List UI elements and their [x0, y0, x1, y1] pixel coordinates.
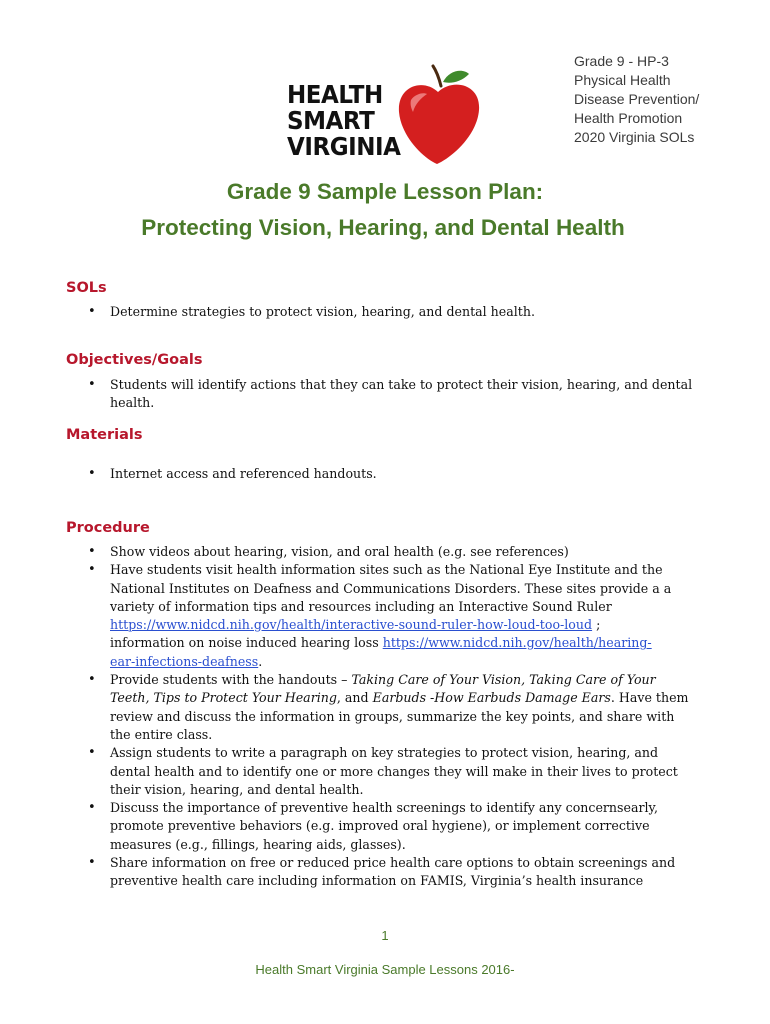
- list-item-text: variety of information tips and resources including an Interactive Sound Ruler: [110, 598, 612, 614]
- logo-line-smart: SMART: [287, 106, 375, 135]
- hearing-link[interactable]: https://www.nidcd.nih.gov/health/hearing-: [382, 635, 652, 651]
- list-item-text: • Show videos about hearing, vision, and oral health (e.g. see references): [110, 544, 569, 559]
- apple-icon: [393, 64, 483, 166]
- header-line: Grade 9 - HP-3: [574, 53, 669, 69]
- list-item-text: • Discuss the importance of preventive health screenings to identify any concernsearly,: [110, 800, 658, 816]
- handout-title: Taking Care of Your Vision, Taking Care of Your: [351, 672, 656, 688]
- page-title-line-2: Protecting Vision, Hearing, and Dental Health: [141, 215, 625, 240]
- header-line: Health Promotion: [574, 110, 683, 126]
- list-item-text: • Internet access and referenced handouts.: [110, 466, 377, 481]
- page-footer: Health Smart Virginia Sample Lessons 2016-: [255, 962, 515, 977]
- list-item-text: dental health and to identify one or more changes they will make in their lives to protect: [110, 763, 678, 779]
- header-line: Disease Prevention/: [574, 91, 700, 107]
- logo-line-virginia: VIRGINIA: [287, 132, 401, 161]
- procedure-list: [88, 543, 688, 891]
- objectives-list: [88, 376, 693, 413]
- list-item-text: • Have students visit health information sites such as the National Eye Institute and the: [110, 562, 663, 578]
- list-item-line: [110, 653, 688, 671]
- list-item: [88, 376, 693, 413]
- list-item: [88, 854, 688, 891]
- list-item: [88, 671, 688, 744]
- grade-sol-info: [574, 52, 699, 147]
- page-number: 1: [381, 928, 389, 943]
- logo-wordmark: [287, 82, 400, 160]
- sols-list: [88, 303, 688, 321]
- list-item-text: the entire class.: [110, 726, 213, 742]
- list-item-line: [110, 616, 688, 634]
- list-item: [88, 543, 688, 561]
- text-fragment: Provide students with the handouts –: [110, 672, 352, 688]
- health-smart-virginia-logo: [287, 64, 482, 166]
- list-item: [88, 561, 688, 671]
- list-item-text: review and discuss the information in groups, summarize the key points, and share with: [110, 708, 675, 724]
- text-fragment: . Have them: [610, 690, 689, 706]
- materials-list: [88, 465, 688, 483]
- list-item-text: National Institutes on Deafness and Communications Disorders. These sites provide a a: [110, 580, 672, 596]
- text-fragment: .: [258, 653, 263, 669]
- handout-title: Teeth, Tips to Protect Your Hearing: [110, 690, 337, 706]
- list-item: [88, 303, 688, 321]
- header-line: 2020 Virginia SOLs: [574, 129, 695, 145]
- sound-ruler-link[interactable]: https://www.nidcd.nih.gov/health/interactive-sound-ruler-how-loud-too-loud: [110, 617, 593, 633]
- list-item: [88, 465, 688, 483]
- list-item: [88, 799, 688, 854]
- sols-heading: SOLs: [66, 280, 107, 296]
- text-fragment: ;: [592, 617, 601, 633]
- procedure-heading: Procedure: [66, 520, 150, 536]
- text-fragment: information on noise induced hearing loss: [110, 635, 383, 651]
- list-item: [88, 744, 688, 799]
- text-fragment: , and: [336, 690, 373, 706]
- logo-line-health: HEALTH: [287, 80, 383, 109]
- list-item-text: promote preventive behaviors (e.g. improved oral hygiene), or implement corrective: [110, 818, 650, 834]
- handout-title: Earbuds -How Earbuds Damage Ears: [372, 690, 611, 706]
- header-line: Physical Health: [574, 72, 671, 88]
- list-item-line: [110, 689, 688, 707]
- page-title-line-1: Grade 9 Sample Lesson Plan:: [226, 179, 544, 204]
- materials-heading: Materials: [66, 427, 143, 443]
- list-item-text: • Share information on free or reduced price health care options to obtain screenings and: [110, 855, 676, 871]
- list-item-text: measures (e.g., fillings, hearing aids, glasses).: [110, 836, 406, 852]
- list-item-line: [110, 634, 688, 652]
- hearing-link-continued[interactable]: ear-infections-deafness: [110, 653, 259, 669]
- list-item-text: health.: [110, 395, 155, 411]
- list-item-text: • Determine strategies to protect vision, hearing, and dental health.: [110, 304, 535, 319]
- list-item-text: • Assign students to write a paragraph on key strategies to protect vision, hearing, and: [110, 745, 659, 761]
- list-item-text: preventive health care including information on FAMIS, Virginia’s health insurance: [110, 873, 644, 889]
- list-item-text: • Students will identify actions that they can take to protect their vision, hearing, and dental: [110, 377, 693, 392]
- objectives-heading: Objectives/Goals: [66, 352, 203, 368]
- list-item-line: [110, 671, 688, 689]
- list-item-text: their vision, hearing, and dental health.: [110, 781, 364, 797]
